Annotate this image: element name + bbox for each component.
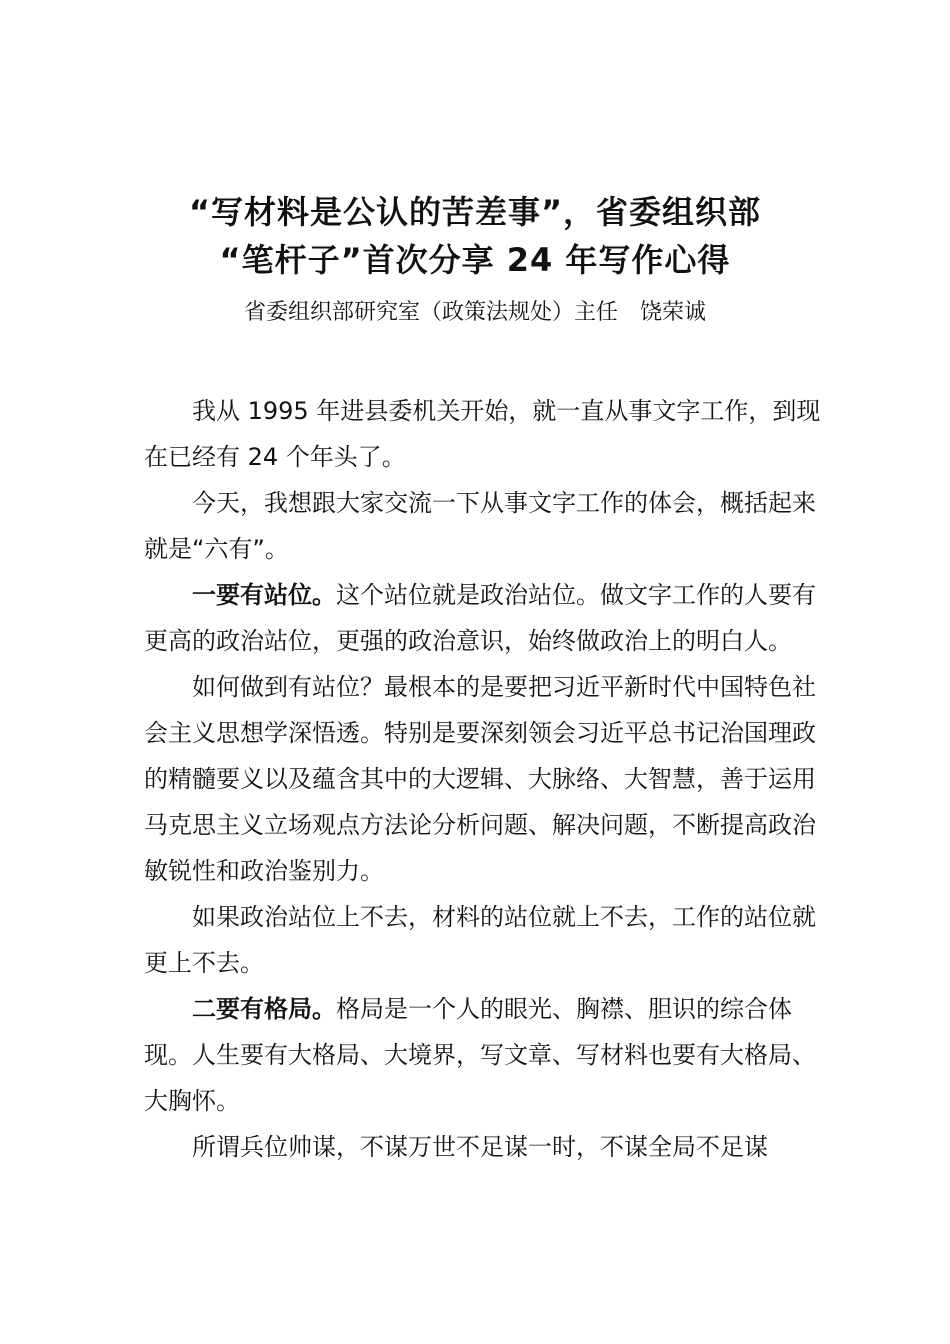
paragraph-lead: 二要有格局。 — [192, 995, 336, 1023]
document-body — [144, 388, 824, 1170]
paragraph-text: 如果政治站位上不去，材料的站位就上不去，工作的站位就更上不去。 — [144, 903, 816, 977]
paragraph — [144, 986, 824, 1124]
paragraph — [144, 894, 824, 986]
paragraph — [144, 388, 824, 480]
paragraph-text: 今天，我想跟大家交流一下从事文字工作的体会，概括起来就是“六有”。 — [144, 489, 816, 563]
paragraph — [144, 1124, 824, 1170]
paragraph-text: 这个站位就是政治站位。做文字工作的人要有更高的政治站位，更强的政治意识，始终做政治上的明白人。 — [144, 581, 816, 655]
paragraph-lead: 一要有站位。 — [192, 581, 336, 609]
paragraph — [144, 480, 824, 572]
paragraph — [144, 664, 824, 894]
document-title-line-1: “写材料是公认的苦差事”，省委组织部 — [188, 193, 762, 231]
paragraph-text: 格局是一个人的眼光、胸襟、胆识的综合体现。人生要有大格局、大境界，写文章、写材料也要有大格局、大胸怀。 — [144, 995, 816, 1115]
document-title-line-2: “笔杆子”首次分享 24 年写作心得 — [219, 241, 731, 279]
paragraph-text: 如何做到有站位？最根本的是要把习近平新时代中国特色社会主义思想学深悟透。特别是要深刻领会习近平总书记治国理政的精髓要义以及蕴含其中的大逻辑、大脉络、大智慧，善于运用马克思主义立场观点方法论分析问题、解决问题，不断提高政治敏锐性和政治鉴别力。 — [144, 673, 816, 885]
author-line: 省委组织部研究室（政策法规处）主任 饶荣诚 — [243, 300, 706, 325]
paragraph-text: 我从 1995 年进县委机关开始，就一直从事文字工作，到现在已经有 24 个年头了。 — [144, 397, 821, 471]
paragraph-text: 所谓兵位帅谋，不谋万世不足谋一时，不谋全局不足谋 — [192, 1133, 768, 1161]
paragraph — [144, 572, 824, 664]
